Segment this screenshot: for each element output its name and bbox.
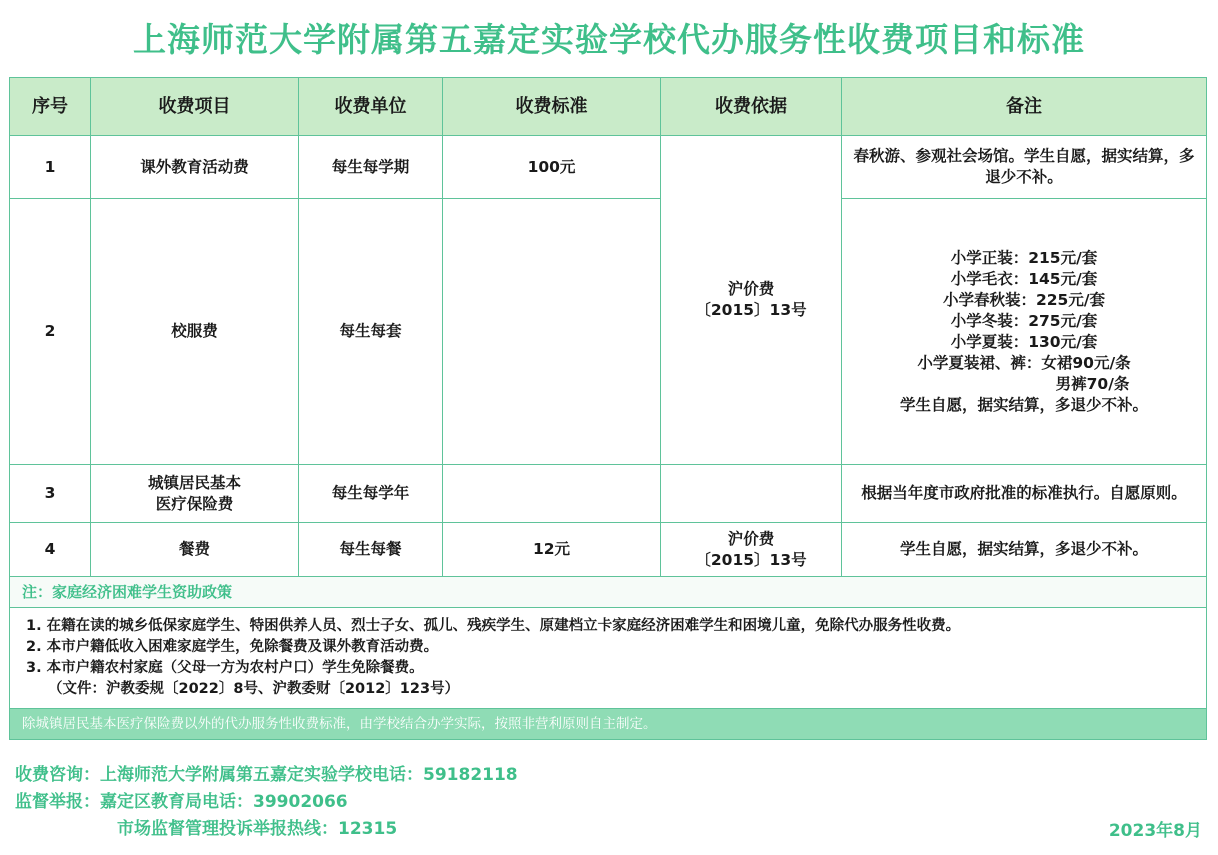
row-item: 校服费 (91, 199, 299, 465)
contact-info (15, 762, 518, 843)
header-basis: 收费依据 (661, 78, 842, 136)
header-remark: 备注 (842, 78, 1207, 136)
table-row (10, 523, 1207, 577)
policy-row (10, 608, 1207, 709)
row-remark: 春秋游、参观社会场馆。学生自愿，据实结算，多退少不补。 (842, 136, 1207, 199)
row-standard (443, 199, 661, 465)
row-remark: 根据当年度市政府批准的标准执行。自愿原则。 (842, 465, 1207, 523)
basis-line2: 〔2015〕13号 (695, 550, 807, 569)
policy-title-row (10, 577, 1207, 608)
footer-note: 除城镇居民基本医疗保险费以外的代办服务性收费标准，由学校结合办学实际，按照非营利原则自主制定。 (10, 709, 1207, 740)
remark-line: 小学冬装：275元/套 (950, 311, 1098, 330)
remark-line: 小学正装：215元/套 (950, 248, 1098, 267)
row-unit: 每生每学年 (299, 465, 443, 523)
basis-line1: 沪价费 (727, 280, 775, 298)
remark-line: 男裤70/条 (1055, 374, 1130, 393)
row-item: 餐费 (91, 523, 299, 577)
fee-table (9, 77, 1207, 740)
table-header-row (10, 78, 1207, 136)
row-standard: 100元 (443, 136, 661, 199)
table-row (10, 199, 1207, 465)
item-line1: 城镇居民基本 (147, 473, 241, 492)
row-basis (661, 465, 842, 523)
row-seq: 4 (10, 523, 91, 577)
policy-document-ref: （文件：沪教委规〔2022〕8号、沪教委财〔2012〕123号） (48, 681, 460, 697)
header-seq: 序号 (10, 78, 91, 136)
page-title: 上海师范大学附属第五嘉定实验学校代办服务性收费项目和标准 (133, 20, 1085, 59)
row-standard: 12元 (443, 523, 661, 577)
row-basis-merged (661, 136, 842, 465)
row-unit: 每生每学期 (299, 136, 443, 199)
policy-title: 注：家庭经济困难学生资助政策 (10, 577, 1207, 608)
row-remark: 学生自愿，据实结算，多退少不补。 (842, 523, 1207, 577)
policy-list (10, 608, 1207, 709)
contact-supervision: 监督举报：嘉定区教育局电话：39902066 (15, 792, 348, 812)
row-seq: 3 (10, 465, 91, 523)
remark-line: 学生自愿，据实结算，多退少不补。 (899, 395, 1148, 414)
policy-item: 3. 本市户籍农村家庭（父母一方为农村户口）学生免除餐费。 (26, 660, 424, 676)
header-standard: 收费标准 (443, 78, 661, 136)
contact-inquiry: 收费咨询：上海师范大学附属第五嘉定实验学校电话：59182118 (15, 765, 518, 785)
remark-line: 小学春秋装：225元/套 (942, 290, 1106, 309)
row-seq: 2 (10, 199, 91, 465)
policy-item: 2. 本市户籍低收入困难家庭学生，免除餐费及课外教育活动费。 (26, 639, 439, 655)
table-row (10, 136, 1207, 199)
row-basis (661, 523, 842, 577)
policy-item: 1. 在籍在读的城乡低保家庭学生、特困供养人员、烈士子女、孤儿、残疾学生、原建档立卡家庭经济困难学生和困境儿童，免除代办服务性收费。 (26, 618, 961, 634)
basis-line1: 沪价费 (727, 529, 775, 548)
row-remark (842, 199, 1207, 465)
table-row (10, 465, 1207, 523)
row-unit: 每生每套 (299, 199, 443, 465)
row-standard (443, 465, 661, 523)
row-item (91, 465, 299, 523)
remark-line: 小学夏装：130元/套 (950, 332, 1098, 351)
row-item: 课外教育活动费 (91, 136, 299, 199)
header-unit: 收费单位 (299, 78, 443, 136)
issue-date: 2023年8月 (1108, 821, 1202, 841)
row-unit: 每生每餐 (299, 523, 443, 577)
remark-line: 小学毛衣：145元/套 (950, 269, 1098, 288)
remark-line: 小学夏装裙、裤：女裙90元/条 (917, 353, 1131, 372)
header-item: 收费项目 (91, 78, 299, 136)
basis-line2: 〔2015〕13号 (695, 301, 807, 319)
item-line2: 医疗保险费 (155, 494, 234, 513)
footer-note-row (10, 709, 1207, 740)
row-seq: 1 (10, 136, 91, 199)
contact-hotline: 市场监督管理投诉举报热线：12315 (117, 819, 398, 839)
